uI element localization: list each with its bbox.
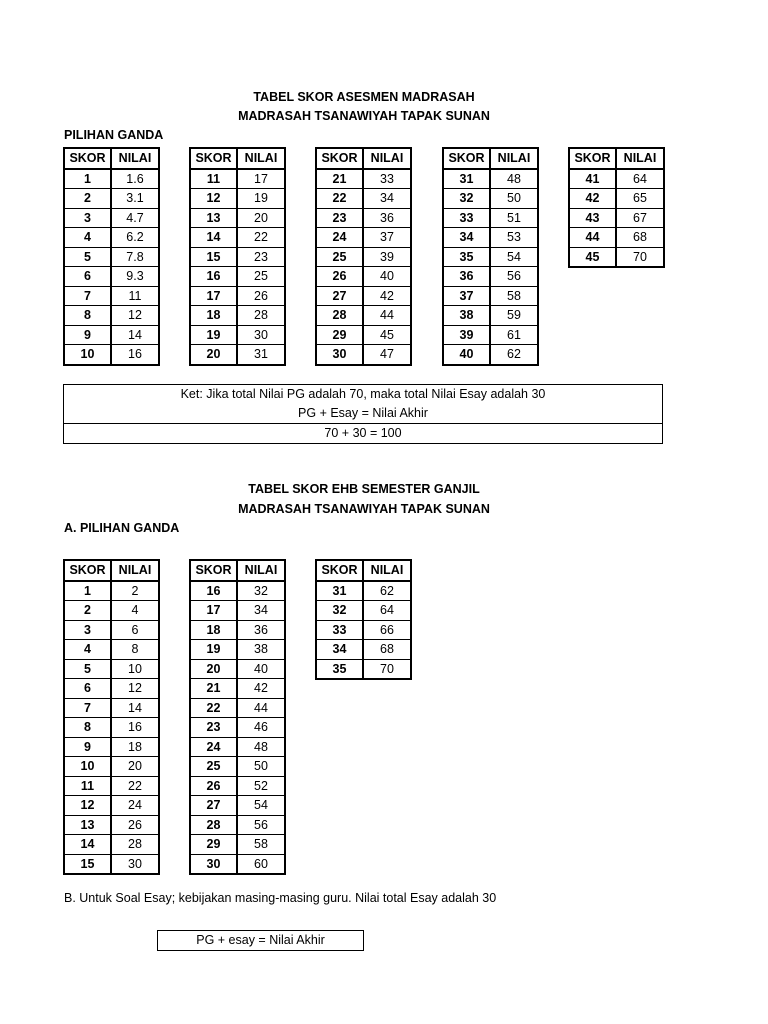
nilai-cell: 61 <box>490 325 538 345</box>
skor-cell: 34 <box>443 228 490 248</box>
table-row <box>443 267 538 287</box>
skor-cell: 32 <box>443 189 490 209</box>
nilai-cell: 70 <box>616 247 664 267</box>
table-row <box>64 776 159 796</box>
nilai-cell: 56 <box>490 267 538 287</box>
nilai-cell: 20 <box>111 757 159 777</box>
skor-cell: 28 <box>190 815 237 835</box>
header-skor: SKOR <box>64 148 111 169</box>
table-row <box>64 620 159 640</box>
essay-note: B. Untuk Soal Esay; kebijakan masing-masing guru. Nilai total Esay adalah 30 <box>64 891 497 905</box>
skor-cell: 19 <box>190 640 237 660</box>
table-row <box>316 228 411 248</box>
nilai-cell: 20 <box>237 208 285 228</box>
skor-cell: 29 <box>190 835 237 855</box>
skor-cell: 24 <box>190 737 237 757</box>
skor-cell: 24 <box>316 228 363 248</box>
nilai-cell: 67 <box>616 208 664 228</box>
skor-cell: 39 <box>443 325 490 345</box>
skor-cell: 18 <box>190 306 237 326</box>
skor-cell: 17 <box>190 286 237 306</box>
nilai-cell: 31 <box>237 345 285 365</box>
formula-box: PG + esay = Nilai Akhir <box>157 930 364 951</box>
nilai-cell: 25 <box>237 267 285 287</box>
table-row <box>64 659 159 679</box>
table-row <box>64 737 159 757</box>
nilai-cell: 51 <box>490 208 538 228</box>
skor-cell: 22 <box>190 698 237 718</box>
skor-cell: 21 <box>190 679 237 699</box>
score-table <box>442 147 539 366</box>
nilai-cell: 56 <box>237 815 285 835</box>
nilai-cell: 45 <box>363 325 411 345</box>
score-table <box>189 559 286 875</box>
nilai-cell: 28 <box>111 835 159 855</box>
skor-cell: 41 <box>569 169 616 189</box>
skor-cell: 13 <box>190 208 237 228</box>
nilai-cell: 6.2 <box>111 228 159 248</box>
table-row <box>316 306 411 326</box>
score-table <box>315 559 412 680</box>
table-row <box>190 345 285 365</box>
nilai-cell: 6 <box>111 620 159 640</box>
score-table <box>63 147 160 366</box>
skor-cell: 31 <box>316 581 363 601</box>
table-row <box>190 835 285 855</box>
nilai-cell: 16 <box>111 345 159 365</box>
nilai-cell: 38 <box>237 640 285 660</box>
skor-cell: 21 <box>316 169 363 189</box>
skor-cell: 23 <box>190 718 237 738</box>
nilai-cell: 64 <box>616 169 664 189</box>
skor-cell: 10 <box>64 757 111 777</box>
nilai-cell: 53 <box>490 228 538 248</box>
table-row <box>64 189 159 209</box>
table-row <box>64 286 159 306</box>
table-row <box>316 620 411 640</box>
skor-cell: 10 <box>64 345 111 365</box>
nilai-cell: 23 <box>237 247 285 267</box>
skor-cell: 30 <box>190 854 237 874</box>
table-row <box>443 247 538 267</box>
skor-cell: 14 <box>190 228 237 248</box>
nilai-cell: 14 <box>111 698 159 718</box>
nilai-cell: 3.1 <box>111 189 159 209</box>
skor-cell: 6 <box>64 679 111 699</box>
skor-cell: 25 <box>190 757 237 777</box>
table-row <box>316 601 411 621</box>
skor-cell: 33 <box>316 620 363 640</box>
nilai-cell: 24 <box>111 796 159 816</box>
nilai-cell: 50 <box>237 757 285 777</box>
skor-cell: 27 <box>190 796 237 816</box>
skor-cell: 30 <box>316 345 363 365</box>
table-row <box>64 208 159 228</box>
nilai-cell: 68 <box>363 640 411 660</box>
nilai-cell: 1.6 <box>111 169 159 189</box>
skor-cell: 38 <box>443 306 490 326</box>
table-row <box>569 228 664 248</box>
table-row <box>190 776 285 796</box>
skor-cell: 35 <box>316 659 363 679</box>
header-skor: SKOR <box>190 560 237 581</box>
skor-cell: 8 <box>64 718 111 738</box>
skor-cell: 28 <box>316 306 363 326</box>
nilai-cell: 40 <box>237 659 285 679</box>
skor-cell: 25 <box>316 247 363 267</box>
nilai-cell: 58 <box>237 835 285 855</box>
nilai-cell: 34 <box>237 601 285 621</box>
nilai-cell: 22 <box>237 228 285 248</box>
nilai-cell: 18 <box>111 737 159 757</box>
table-row <box>190 286 285 306</box>
table-row <box>64 796 159 816</box>
table-row <box>190 247 285 267</box>
skor-cell: 20 <box>190 345 237 365</box>
note-line-1: Ket: Jika total Nilai PG adalah 70, maka total Nilai Esay adalah 30 <box>180 387 546 401</box>
nilai-cell: 36 <box>363 208 411 228</box>
skor-cell: 31 <box>443 169 490 189</box>
nilai-cell: 16 <box>111 718 159 738</box>
table-row <box>316 325 411 345</box>
table-row <box>316 189 411 209</box>
table-row <box>64 835 159 855</box>
table-row <box>443 228 538 248</box>
skor-cell: 43 <box>569 208 616 228</box>
skor-cell: 3 <box>64 208 111 228</box>
table-row <box>190 659 285 679</box>
nilai-cell: 28 <box>237 306 285 326</box>
table-row <box>64 679 159 699</box>
nilai-cell: 34 <box>363 189 411 209</box>
skor-cell: 35 <box>443 247 490 267</box>
header-nilai: NILAI <box>616 148 664 169</box>
skor-cell: 6 <box>64 267 111 287</box>
skor-cell: 7 <box>64 286 111 306</box>
table-row <box>190 679 285 699</box>
header-skor: SKOR <box>569 148 616 169</box>
skor-cell: 4 <box>64 640 111 660</box>
nilai-cell: 64 <box>363 601 411 621</box>
skor-cell: 9 <box>64 325 111 345</box>
skor-cell: 11 <box>190 169 237 189</box>
table-row <box>316 247 411 267</box>
nilai-cell: 40 <box>363 267 411 287</box>
table-row <box>190 737 285 757</box>
table-row <box>316 267 411 287</box>
nilai-cell: 44 <box>363 306 411 326</box>
score-table <box>63 559 160 875</box>
nilai-cell: 8 <box>111 640 159 660</box>
skor-cell: 15 <box>64 854 111 874</box>
skor-cell: 36 <box>443 267 490 287</box>
nilai-cell: 59 <box>490 306 538 326</box>
table-row <box>443 345 538 365</box>
nilai-cell: 66 <box>363 620 411 640</box>
header-skor: SKOR <box>64 560 111 581</box>
skor-cell: 4 <box>64 228 111 248</box>
skor-cell: 16 <box>190 267 237 287</box>
nilai-cell: 62 <box>490 345 538 365</box>
table-row <box>190 620 285 640</box>
table-row <box>64 345 159 365</box>
nilai-cell: 37 <box>363 228 411 248</box>
table-row <box>190 815 285 835</box>
header-nilai: NILAI <box>490 148 538 169</box>
nilai-cell: 19 <box>237 189 285 209</box>
skor-cell: 32 <box>316 601 363 621</box>
table-row <box>443 189 538 209</box>
skor-cell: 23 <box>316 208 363 228</box>
nilai-cell: 46 <box>237 718 285 738</box>
skor-cell: 3 <box>64 620 111 640</box>
nilai-cell: 42 <box>237 679 285 699</box>
header-nilai: NILAI <box>237 560 285 581</box>
table-row <box>190 189 285 209</box>
table-row <box>316 581 411 601</box>
header-nilai: NILAI <box>111 148 159 169</box>
header-skor: SKOR <box>316 148 363 169</box>
skor-cell: 1 <box>64 169 111 189</box>
skor-cell: 16 <box>190 581 237 601</box>
header-skor: SKOR <box>316 560 363 581</box>
table-row <box>569 169 664 189</box>
skor-cell: 9 <box>64 737 111 757</box>
header-nilai: NILAI <box>363 148 411 169</box>
table-row <box>569 189 664 209</box>
nilai-cell: 12 <box>111 306 159 326</box>
table-row <box>569 208 664 228</box>
table-row <box>64 698 159 718</box>
skor-cell: 22 <box>316 189 363 209</box>
note-line-3: 70 + 30 = 100 <box>64 423 662 443</box>
table-row <box>64 228 159 248</box>
table-row <box>190 640 285 660</box>
skor-cell: 1 <box>64 581 111 601</box>
nilai-cell: 65 <box>616 189 664 209</box>
nilai-cell: 54 <box>490 247 538 267</box>
nilai-cell: 22 <box>111 776 159 796</box>
skor-cell: 8 <box>64 306 111 326</box>
skor-cell: 26 <box>190 776 237 796</box>
nilai-cell: 12 <box>111 679 159 699</box>
table-row <box>190 581 285 601</box>
skor-cell: 20 <box>190 659 237 679</box>
table-row <box>190 854 285 874</box>
table-row <box>64 757 159 777</box>
table-row <box>190 228 285 248</box>
note-line-2: PG + Esay = Nilai Akhir <box>298 406 428 420</box>
table-row <box>316 345 411 365</box>
nilai-cell: 10 <box>111 659 159 679</box>
nilai-cell: 68 <box>616 228 664 248</box>
nilai-cell: 44 <box>237 698 285 718</box>
table-row <box>64 325 159 345</box>
nilai-cell: 58 <box>490 286 538 306</box>
skor-cell: 40 <box>443 345 490 365</box>
table-row <box>64 306 159 326</box>
table-row <box>190 796 285 816</box>
section1-subtitle: MADRASAH TSANAWIYAH TAPAK SUNAN <box>238 109 490 123</box>
nilai-cell: 7.8 <box>111 247 159 267</box>
skor-cell: 44 <box>569 228 616 248</box>
header-nilai: NILAI <box>237 148 285 169</box>
nilai-cell: 26 <box>111 815 159 835</box>
nilai-cell: 50 <box>490 189 538 209</box>
skor-cell: 14 <box>64 835 111 855</box>
skor-cell: 37 <box>443 286 490 306</box>
score-table <box>315 147 412 366</box>
section2-subtitle: MADRASAH TSANAWIYAH TAPAK SUNAN <box>238 502 490 516</box>
skor-cell: 13 <box>64 815 111 835</box>
table-row <box>64 815 159 835</box>
header-skor: SKOR <box>443 148 490 169</box>
header-skor: SKOR <box>190 148 237 169</box>
skor-cell: 5 <box>64 247 111 267</box>
note-box <box>63 384 663 444</box>
table-row <box>64 640 159 660</box>
nilai-cell: 2 <box>111 581 159 601</box>
table-row <box>64 247 159 267</box>
table-row <box>64 267 159 287</box>
skor-cell: 5 <box>64 659 111 679</box>
table-row <box>190 267 285 287</box>
nilai-cell: 60 <box>237 854 285 874</box>
table-row <box>190 601 285 621</box>
skor-cell: 29 <box>316 325 363 345</box>
nilai-cell: 54 <box>237 796 285 816</box>
nilai-cell: 33 <box>363 169 411 189</box>
skor-cell: 12 <box>64 796 111 816</box>
skor-cell: 45 <box>569 247 616 267</box>
skor-cell: 34 <box>316 640 363 660</box>
table-row <box>316 640 411 660</box>
nilai-cell: 4.7 <box>111 208 159 228</box>
nilai-cell: 30 <box>237 325 285 345</box>
skor-cell: 2 <box>64 601 111 621</box>
table-row <box>64 718 159 738</box>
nilai-cell: 36 <box>237 620 285 640</box>
nilai-cell: 11 <box>111 286 159 306</box>
nilai-cell: 14 <box>111 325 159 345</box>
skor-cell: 26 <box>316 267 363 287</box>
skor-cell: 7 <box>64 698 111 718</box>
table-row <box>443 325 538 345</box>
section1-label: PILIHAN GANDA <box>64 128 164 142</box>
score-table <box>189 147 286 366</box>
nilai-cell: 32 <box>237 581 285 601</box>
skor-cell: 11 <box>64 776 111 796</box>
table-row <box>443 286 538 306</box>
skor-cell: 17 <box>190 601 237 621</box>
table-row <box>316 659 411 679</box>
nilai-cell: 62 <box>363 581 411 601</box>
score-table <box>568 147 665 268</box>
section1-title: TABEL SKOR ASESMEN MADRASAH <box>253 90 475 104</box>
table-row <box>316 286 411 306</box>
skor-cell: 42 <box>569 189 616 209</box>
skor-cell: 18 <box>190 620 237 640</box>
nilai-cell: 17 <box>237 169 285 189</box>
table-row <box>64 169 159 189</box>
table-row <box>443 208 538 228</box>
section2-label: A. PILIHAN GANDA <box>64 521 180 535</box>
nilai-cell: 9.3 <box>111 267 159 287</box>
nilai-cell: 39 <box>363 247 411 267</box>
table-row <box>190 169 285 189</box>
nilai-cell: 42 <box>363 286 411 306</box>
table-row <box>190 208 285 228</box>
table-row <box>190 325 285 345</box>
skor-cell: 2 <box>64 189 111 209</box>
nilai-cell: 70 <box>363 659 411 679</box>
skor-cell: 12 <box>190 189 237 209</box>
table-row <box>443 306 538 326</box>
table-row <box>190 698 285 718</box>
table-row <box>190 306 285 326</box>
nilai-cell: 30 <box>111 854 159 874</box>
header-nilai: NILAI <box>363 560 411 581</box>
skor-cell: 27 <box>316 286 363 306</box>
section2-title: TABEL SKOR EHB SEMESTER GANJIL <box>248 482 480 496</box>
nilai-cell: 52 <box>237 776 285 796</box>
nilai-cell: 48 <box>490 169 538 189</box>
table-row <box>316 208 411 228</box>
table-row <box>64 581 159 601</box>
nilai-cell: 26 <box>237 286 285 306</box>
skor-cell: 19 <box>190 325 237 345</box>
nilai-cell: 4 <box>111 601 159 621</box>
nilai-cell: 47 <box>363 345 411 365</box>
table-row <box>64 601 159 621</box>
skor-cell: 15 <box>190 247 237 267</box>
table-row <box>569 247 664 267</box>
nilai-cell: 48 <box>237 737 285 757</box>
table-row <box>190 757 285 777</box>
header-nilai: NILAI <box>111 560 159 581</box>
table-row <box>64 854 159 874</box>
skor-cell: 33 <box>443 208 490 228</box>
table-row <box>316 169 411 189</box>
table-row <box>443 169 538 189</box>
table-row <box>190 718 285 738</box>
